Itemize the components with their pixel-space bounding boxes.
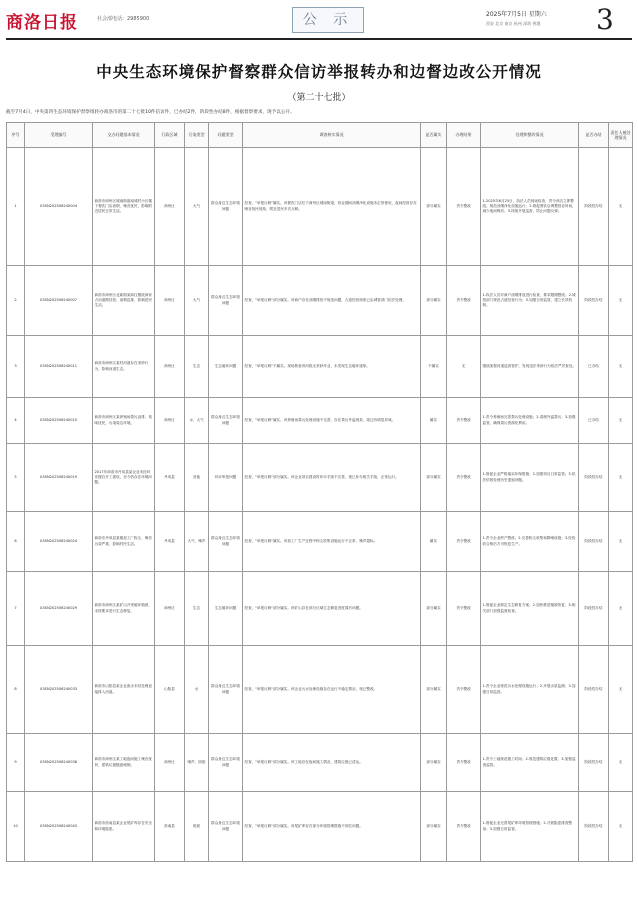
cell-finding: 经查，"举报反映"部分属实。该矿山存在部分区域生态修复进度滞后问题。: [243, 572, 421, 646]
cell-code: X3SN202506240004: [25, 148, 93, 266]
cell-region: 商州区: [155, 734, 185, 792]
cell-person: 无: [609, 336, 633, 398]
cell-code: X3SN202506240029: [25, 572, 93, 646]
cell-region: 丹凤县: [155, 444, 185, 512]
cell-handling: 1.督促企业完善尾矿库环境管理措施；2.开展隐患排查整治；3.加强日常监管。: [481, 792, 579, 862]
cell-region: 商州区: [155, 266, 185, 336]
cell-done: 阶段性办结: [579, 572, 609, 646]
cell-summary: 商洛市商州区某工地夜间施工噪音扰民，建筑垃圾随意倾倒。: [93, 734, 155, 792]
cell-handling: 1.责令企业规范污水处理设施运行；2.开展水质监测；3.加强日常监管。: [481, 646, 579, 734]
cell-no: 5: [7, 444, 25, 512]
masthead-divider: [6, 38, 632, 40]
cell-result: 责令整改: [447, 512, 481, 572]
masthead-sub: 社会部电话：2985900: [97, 16, 150, 22]
cell-result: 责令整改: [447, 734, 481, 792]
header-cell: 行政区域: [155, 123, 185, 148]
cell-pollution: 生态: [185, 336, 209, 398]
cell-handling: 1.督促企业严格落实环保措施；2.加强项目日常监管；3.依法依规处理历史遗留问题。: [481, 444, 579, 512]
cell-code: X3SN202506240033: [25, 646, 93, 734]
cell-type: 群众身边生态环境问题: [209, 734, 243, 792]
page-number: 3: [596, 3, 614, 36]
cell-region: 洛南县: [155, 792, 185, 862]
cell-done: 阶段性办结: [579, 512, 609, 572]
cell-result: 责令整改: [447, 792, 481, 862]
cell-person: 无: [609, 266, 633, 336]
cell-region: 商州区: [155, 148, 185, 266]
cell-no: 3: [7, 336, 25, 398]
cell-type: 生态破坏问题: [209, 336, 243, 398]
table-row: [7, 792, 633, 862]
table-row: [7, 734, 633, 792]
cell-type: 生态破坏问题: [209, 572, 243, 646]
cell-region: 商州区: [155, 336, 185, 398]
intro-text: 截至7月4日，中央第四生态环境保护督察组转办商洛市的第二十七批10件信访件，已办结2件，阶段性办结8件，根据督察要求，现予以公开。: [6, 110, 295, 115]
cell-real: 部分属实: [421, 266, 447, 336]
cell-no: 8: [7, 646, 25, 734]
cell-person: 无: [609, 512, 633, 572]
cell-code: X3SN202506240038: [25, 734, 93, 792]
cell-summary: 商洛市丹凤县某镇加工厂粉尘、噪音污染严重，影响村民生活。: [93, 512, 155, 572]
cell-code: X3SN202506240019: [25, 444, 93, 512]
cell-done: 阶段性办结: [579, 444, 609, 512]
cell-code: X3SN202506240043: [25, 792, 93, 862]
cell-no: 1: [7, 148, 25, 266]
petition-table: [6, 122, 633, 862]
cell-result: 责令整改: [447, 266, 481, 336]
cell-finding: 经查，"举报反映"不属实。现场核查该河段无采砂作业，未发现生态破坏迹象。: [243, 336, 421, 398]
header-cell: 调查核实情况: [243, 123, 421, 148]
cell-real: 部分属实: [421, 148, 447, 266]
cell-pollution: 生态: [185, 572, 209, 646]
table-row: [7, 646, 633, 734]
cell-person: 无: [609, 646, 633, 734]
cell-result: 责令整改: [447, 646, 481, 734]
cell-type: 群众身边生态环境问题: [209, 792, 243, 862]
cell-summary: 商洛市洛南县某企业尾矿库存在安全和环境隐患。: [93, 792, 155, 862]
cell-type: 群众身边生态环境问题: [209, 512, 243, 572]
cell-type: 环评审批问题: [209, 444, 243, 512]
cell-region: 商州区: [155, 572, 185, 646]
cell-handling: 1.责令企业停产整改；2.完善粉尘收集和降噪设施；3.经验收合格后方可恢复生产。: [481, 512, 579, 572]
header-cell: 是否办结: [579, 123, 609, 148]
header-cell: 办理结果: [447, 123, 481, 148]
cell-result: 责令整改: [447, 148, 481, 266]
cell-code: X3SN202506240011: [25, 336, 93, 398]
cell-done: 阶段性办结: [579, 266, 609, 336]
cell-finding: 经查，"举报反映"属实。该加工厂生产过程中粉尘收集设施运行不正常，噪声超标。: [243, 512, 421, 572]
cell-result: 责令整改: [447, 572, 481, 646]
cell-summary: 商洛市商州区某矿山开采破坏植被，未按要求进行生态修复。: [93, 572, 155, 646]
cell-done: 已办结: [579, 398, 609, 444]
page-subtitle: （第二十七批）: [287, 93, 351, 103]
cell-summary: 商洛市商州区北新街某商住楼底商家占用道路经营，油烟乱排，影响居民生活。: [93, 266, 155, 336]
cell-pollution: 大气: [185, 148, 209, 266]
cell-summary: 商洛市商州区某村河道存在采砂行为，影响河道生态。: [93, 336, 155, 398]
cell-summary: 商洛市商州区城南街道南城村小区楼下餐饮门店油烟、噪音扰民，影响附近居民正常生活。: [93, 148, 155, 266]
cell-handling: 1.督促企业制定生态修复方案；2.加快推进植被恢复；3.相关部门加强监督检查。: [481, 572, 579, 646]
cell-result: 责令整改: [447, 444, 481, 512]
cell-handling: 1.2025年6月25日，执法人员现场检查，责令该店立即整改，规范油烟净化设施运行；2.督促餐饮店调整营业时间，减少夜间噪音；3.持续开展巡查，防止问题反弹。: [481, 148, 579, 266]
cell-no: 4: [7, 398, 25, 444]
header-cell: 污染类型: [185, 123, 209, 148]
cell-finding: 经查，"举报反映"部分属实。该尾矿库存在部分环境管理措施不到位问题。: [243, 792, 421, 862]
cell-summary: 商洛市山阳县某企业废水未经处理直接排入河道。: [93, 646, 155, 734]
cell-finding: 经查，"举报反映"部分属实。该企业污水处理设施存在运行不稳定情况，现已整改。: [243, 646, 421, 734]
cell-finding: 经查，"举报反映"部分属实。该商户存在油烟排放不规范问题，占道经营现象已由城管部门依法处理。: [243, 266, 421, 336]
cell-pollution: 水、大气: [185, 398, 209, 444]
cell-person: 无: [609, 792, 633, 862]
header-cell: 受理编号: [25, 123, 93, 148]
cell-real: 部分属实: [421, 444, 447, 512]
table-row: [7, 512, 633, 572]
cell-no: 2: [7, 266, 25, 336]
cell-handling: 1.执法人员对商户油烟排放进行检查，要求限期整改；2.城管部门规范占道经营行为；3.加强日常监管，建立长效机制。: [481, 266, 579, 336]
cell-person: 无: [609, 444, 633, 512]
cell-finding: 经查，"举报反映"属实。该养殖场粪污处理设施不完善，存在粪污外溢现象，周边有明显异味。: [243, 398, 421, 444]
issue-date: 2025年7月5日 星期六: [486, 11, 547, 18]
table-row: [7, 266, 633, 336]
cell-region: 山阳县: [155, 646, 185, 734]
header-cell: 处理和整改情况: [481, 123, 579, 148]
cell-code: X3SN202506240015: [25, 398, 93, 444]
table-row: [7, 444, 633, 512]
table-row: [7, 148, 633, 266]
cell-person: 无: [609, 572, 633, 646]
cell-code: X3SN202506240024: [25, 512, 93, 572]
cell-summary: 2017年商洛市丹凤县某企业未经环评擅自开工建设，至今仍存在环境问题。: [93, 444, 155, 512]
cell-real: 部分属实: [421, 572, 447, 646]
cell-finding: 经查，"举报反映"部分属实。该企业项目建设时环评手续不完善，现已补办相关手续，正常运行。: [243, 444, 421, 512]
cell-result: 无: [447, 336, 481, 398]
cell-handling: 继续加强河道巡查管护，发现违法采砂行为依法严厉查处。: [481, 336, 579, 398]
cell-real: 部分属实: [421, 734, 447, 792]
cell-handling: 1.责令工地规范施工时间；2.规范建筑垃圾处置；3.加强巡查监管。: [481, 734, 579, 792]
cell-no: 6: [7, 512, 25, 572]
cell-no: 7: [7, 572, 25, 646]
header-cell: 责任人被处理情况: [609, 123, 633, 148]
cell-handling: 1.责令养殖场完善粪污处理设施；2.清理外溢粪污；3.加强监管，确保粪污资源化利用。: [481, 398, 579, 444]
cell-done: 阶段性办结: [579, 646, 609, 734]
cell-person: 无: [609, 734, 633, 792]
cell-type: 群众身边生态环境问题: [209, 398, 243, 444]
cell-done: 阶段性办结: [579, 734, 609, 792]
newspaper-logo: 商洛日报: [6, 13, 78, 33]
cell-summary: 商洛市商州区某养殖场粪污直排，臭味扰民，污染周边环境。: [93, 398, 155, 444]
cell-type: 群众身边生态环境问题: [209, 148, 243, 266]
page-title: 中央生态环境保护督察群众信访举报转办和边督边改公开情况: [96, 63, 542, 81]
table-row: [7, 398, 633, 444]
cell-person: 无: [609, 148, 633, 266]
table-header-row: [7, 123, 633, 148]
cell-real: 不属实: [421, 336, 447, 398]
cell-done: 阶段性办结: [579, 148, 609, 266]
cell-result: 责令整改: [447, 398, 481, 444]
cell-real: 部分属实: [421, 792, 447, 862]
cell-type: 群众身边生态环境问题: [209, 646, 243, 734]
cell-code: X3SN202506240007: [25, 266, 93, 336]
cell-type: 群众身边生态环境问题: [209, 266, 243, 336]
header-cell: 交办问题基本情况: [93, 123, 155, 148]
cell-finding: 经查，"举报反映"部分属实。该工地存在夜间施工情况，建筑垃圾已清运。: [243, 734, 421, 792]
cell-person: 无: [609, 398, 633, 444]
cell-pollution: 大气: [185, 266, 209, 336]
cell-pollution: 水: [185, 646, 209, 734]
cell-real: 属实: [421, 398, 447, 444]
cell-pollution: 固废: [185, 792, 209, 862]
cell-pollution: 其他: [185, 444, 209, 512]
cell-real: 部分属实: [421, 646, 447, 734]
cell-real: 属实: [421, 512, 447, 572]
masthead: [0, 0, 638, 38]
header-cell: 问题类型: [209, 123, 243, 148]
cell-pollution: 噪声、固废: [185, 734, 209, 792]
table-row: [7, 336, 633, 398]
cell-region: 丹凤县: [155, 512, 185, 572]
cell-finding: 经查，"举报反映"属实。该餐饮门店位于商州区城南街道，营业期间油烟净化设施未正常使用，夜间经营存在噪音扰民现象，附近居民多次反映。: [243, 148, 421, 266]
cell-pollution: 大气、噪声: [185, 512, 209, 572]
section-label: 公 示: [292, 7, 364, 33]
header-cell: 是否属实: [421, 123, 447, 148]
cell-done: 已办结: [579, 336, 609, 398]
cell-no: 10: [7, 792, 25, 862]
table-row: [7, 572, 633, 646]
header-cell: 序号: [7, 123, 25, 148]
cell-done: 阶段性办结: [579, 792, 609, 862]
cities-line: 西安 北京 南京 杭州 深圳 香港: [486, 21, 541, 26]
cell-region: 商州区: [155, 398, 185, 444]
cell-no: 9: [7, 734, 25, 792]
